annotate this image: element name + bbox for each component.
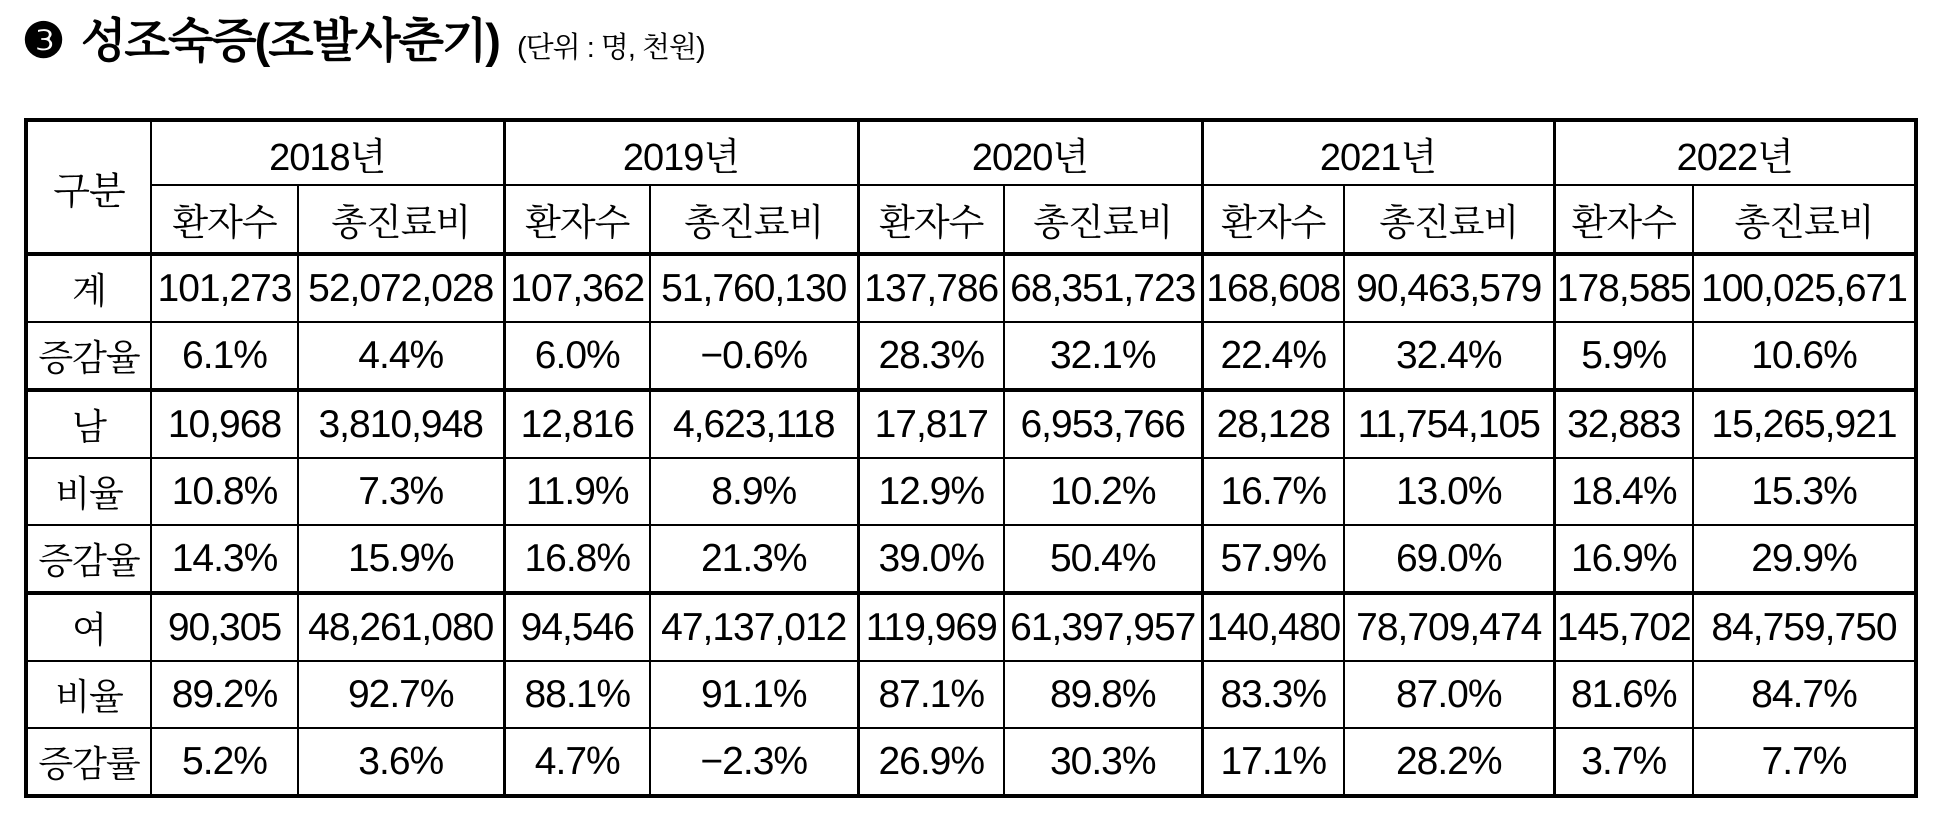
row-label: 여 [26,593,151,661]
data-cell: 29.9% [1693,525,1916,593]
data-cell: 94,546 [504,593,650,661]
data-cell: 87.1% [858,661,1004,728]
data-cell: 91.1% [650,661,858,728]
data-cell: 68,351,723 [1004,254,1202,322]
data-cell: 10.8% [151,458,298,525]
data-cell: 28.3% [858,322,1004,390]
data-cell: 10.2% [1004,458,1202,525]
row-label: 증감률 [26,728,151,796]
data-cell: 5.2% [151,728,298,796]
page-title [22,4,705,71]
data-cell: 50.4% [1004,525,1202,593]
table-row [26,458,1916,525]
data-cell: 32.1% [1004,322,1202,390]
data-cell: 4,623,118 [650,390,858,458]
data-cell: 178,585 [1554,254,1693,322]
data-cell: 83.3% [1202,661,1344,728]
data-cell: 13.0% [1344,458,1554,525]
data-cell: 11,754,105 [1344,390,1554,458]
row-label: 비율 [26,458,151,525]
data-cell: 32.4% [1344,322,1554,390]
subheader-patients: 환자수 [151,185,298,254]
data-cell: 8.9% [650,458,858,525]
table-row [26,728,1916,796]
data-cell: 22.4% [1202,322,1344,390]
year-header-2021: 2021년 [1202,120,1554,185]
data-cell: 28,128 [1202,390,1344,458]
year-header-2022: 2022년 [1554,120,1916,185]
row-label: 증감율 [26,525,151,593]
data-cell: 81.6% [1554,661,1693,728]
year-header-2018: 2018년 [151,120,504,185]
data-cell: 26.9% [858,728,1004,796]
data-cell: 6.1% [151,322,298,390]
data-cell: 30.3% [1004,728,1202,796]
data-cell: 4.7% [504,728,650,796]
subheader-cost: 총진료비 [1004,185,1202,254]
data-cell: 61,397,957 [1004,593,1202,661]
data-cell: 7.3% [298,458,504,525]
data-cell: 10,968 [151,390,298,458]
row-label: 계 [26,254,151,322]
subheader-patients: 환자수 [1554,185,1693,254]
data-cell: 17,817 [858,390,1004,458]
data-cell: 47,137,012 [650,593,858,661]
data-cell: 16.8% [504,525,650,593]
data-cell: 89.8% [1004,661,1202,728]
data-cell: 140,480 [1202,593,1344,661]
data-cell: 145,702 [1554,593,1693,661]
data-cell: 18.4% [1554,458,1693,525]
data-cell: −0.6% [650,322,858,390]
data-cell: −2.3% [650,728,858,796]
data-cell: 107,362 [504,254,650,322]
data-cell: 6.0% [504,322,650,390]
data-cell: 90,463,579 [1344,254,1554,322]
subheader-cost: 총진료비 [650,185,858,254]
data-cell: 137,786 [858,254,1004,322]
row-label: 남 [26,390,151,458]
data-cell: 4.4% [298,322,504,390]
data-cell: 3,810,948 [298,390,504,458]
data-cell: 89.2% [151,661,298,728]
data-cell: 119,969 [858,593,1004,661]
data-cell: 14.3% [151,525,298,593]
data-cell: 10.6% [1693,322,1916,390]
table-body [26,254,1916,796]
subheader-cost: 총진료비 [298,185,504,254]
table-row [26,322,1916,390]
data-cell: 12.9% [858,458,1004,525]
data-cell: 5.9% [1554,322,1693,390]
data-cell: 3.7% [1554,728,1693,796]
data-cell: 21.3% [650,525,858,593]
data-cell: 15,265,921 [1693,390,1916,458]
data-cell: 84.7% [1693,661,1916,728]
data-cell: 52,072,028 [298,254,504,322]
data-cell: 100,025,671 [1693,254,1916,322]
data-cell: 57.9% [1202,525,1344,593]
data-cell: 11.9% [504,458,650,525]
subheader-cost: 총진료비 [1344,185,1554,254]
data-cell: 7.7% [1693,728,1916,796]
data-cell: 28.2% [1344,728,1554,796]
statistics-table [24,118,1918,798]
data-cell: 6,953,766 [1004,390,1202,458]
subheader-patients: 환자수 [1202,185,1344,254]
data-cell: 84,759,750 [1693,593,1916,661]
data-cell: 88.1% [504,661,650,728]
row-label: 증감율 [26,322,151,390]
table-row [26,390,1916,458]
data-cell: 87.0% [1344,661,1554,728]
table-row [26,661,1916,728]
data-cell: 32,883 [1554,390,1693,458]
data-cell: 69.0% [1344,525,1554,593]
data-cell: 15.3% [1693,458,1916,525]
table-row [26,525,1916,593]
circled-3-icon: ❸ [22,15,66,68]
title-text: 성조숙증(조발사춘기) [81,14,499,67]
subheader-patients: 환자수 [858,185,1004,254]
year-header-2020: 2020년 [858,120,1202,185]
header-year-row [26,120,1916,185]
table-head [26,120,1916,254]
data-cell: 51,760,130 [650,254,858,322]
unit-note: (단위 : 명, 천원) [516,32,705,64]
data-cell: 90,305 [151,593,298,661]
data-cell: 48,261,080 [298,593,504,661]
header-sub-row [26,185,1916,254]
data-cell: 16.9% [1554,525,1693,593]
subheader-patients: 환자수 [504,185,650,254]
data-cell: 17.1% [1202,728,1344,796]
data-cell: 16.7% [1202,458,1344,525]
data-cell: 3.6% [298,728,504,796]
data-cell: 168,608 [1202,254,1344,322]
data-cell: 15.9% [298,525,504,593]
data-cell: 39.0% [858,525,1004,593]
data-cell: 101,273 [151,254,298,322]
table-row [26,254,1916,322]
data-cell: 78,709,474 [1344,593,1554,661]
year-header-2019: 2019년 [504,120,858,185]
row-label: 비율 [26,661,151,728]
subheader-cost: 총진료비 [1693,185,1916,254]
table-row [26,593,1916,661]
data-cell: 12,816 [504,390,650,458]
corner-header: 구분 [26,120,151,254]
data-cell: 92.7% [298,661,504,728]
